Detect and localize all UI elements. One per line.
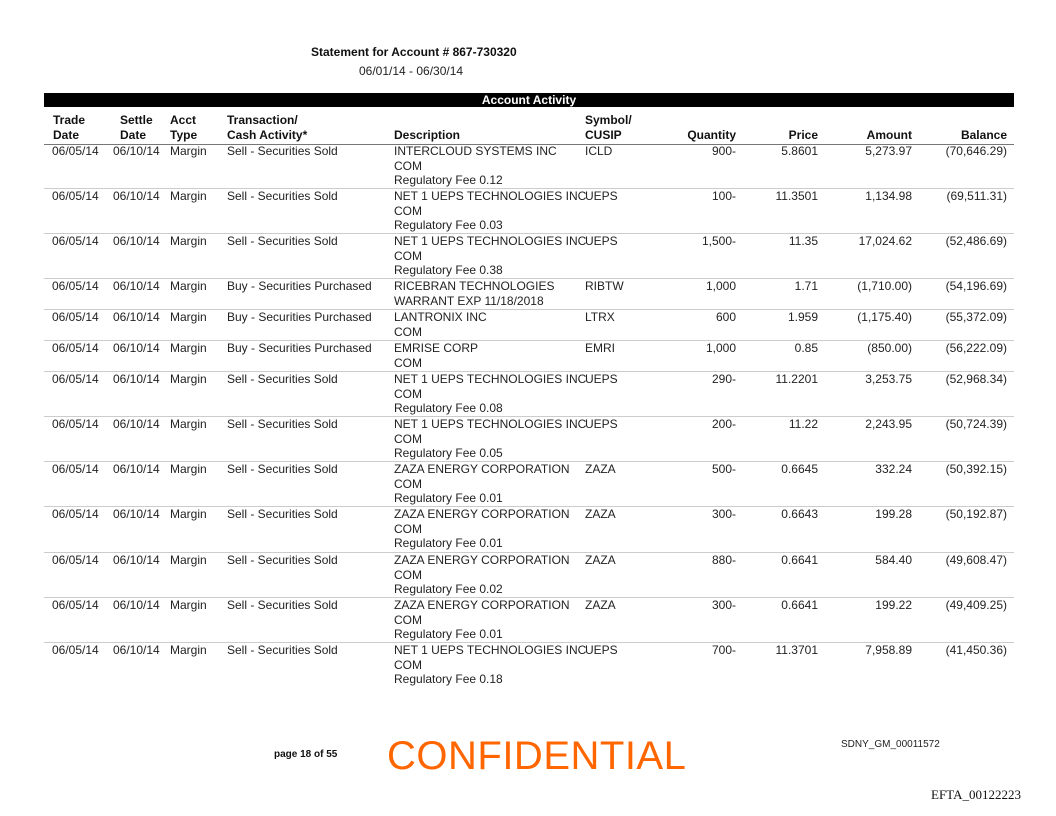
- cell-transaction: Sell - Securities Sold: [227, 189, 338, 203]
- bates-number: SDNY_GM_00011572: [841, 739, 940, 750]
- cell-quantity: 700-: [711, 643, 736, 657]
- cell-symbol: ZAZA: [585, 462, 616, 476]
- cell-description: [394, 341, 584, 370]
- cell-symbol: ICLD: [585, 144, 613, 158]
- col-header-price: Price: [788, 128, 818, 142]
- cell-symbol: LTRX: [585, 310, 615, 324]
- cell-acct-type: Margin: [170, 553, 207, 567]
- cell-settle-date: 06/10/14: [113, 372, 160, 386]
- cell-amount: 1,134.98: [865, 189, 912, 203]
- cell-amount: 199.22: [875, 598, 912, 612]
- cell-balance: (55,372.09): [945, 310, 1007, 324]
- description-line: ZAZA ENERGY CORPORATION: [394, 507, 570, 521]
- cell-acct-type: Margin: [170, 643, 207, 657]
- cell-description: [394, 417, 587, 461]
- cell-acct-type: Margin: [170, 462, 207, 476]
- description-line: ZAZA ENERGY CORPORATION: [394, 553, 570, 567]
- cell-quantity: 100-: [711, 189, 736, 203]
- cell-trade-date: 06/05/14: [52, 189, 99, 203]
- cell-settle-date: 06/10/14: [113, 417, 160, 431]
- cell-balance: (49,608.47): [945, 553, 1007, 567]
- row-divider: [44, 233, 1014, 234]
- cell-amount: 199.28: [875, 507, 912, 521]
- description-line: LANTRONIX INC: [394, 310, 487, 324]
- col-header-quantity: Quantity: [687, 128, 736, 142]
- table-row: [0, 462, 1056, 506]
- description-line: NET 1 UEPS TECHNOLOGIES INC: [394, 189, 587, 203]
- description-line: NET 1 UEPS TECHNOLOGIES INC: [394, 643, 587, 657]
- cell-settle-date: 06/10/14: [113, 144, 160, 158]
- col-header-transaction: Transaction/ Cash Activity*: [227, 113, 308, 142]
- cell-acct-type: Margin: [170, 189, 207, 203]
- cell-balance: (54,196.69): [945, 279, 1007, 293]
- cell-acct-type: Margin: [170, 507, 207, 521]
- cell-trade-date: 06/05/14: [52, 643, 99, 657]
- description-line: COM: [394, 248, 422, 263]
- cell-trade-date: 06/05/14: [52, 310, 99, 324]
- description-line: Regulatory Fee 0.03: [394, 218, 503, 232]
- table-row: [0, 643, 1056, 687]
- column-headers: [0, 113, 1056, 147]
- description-line: EMRISE CORP: [394, 341, 479, 355]
- row-divider: [44, 461, 1014, 462]
- cell-transaction: Sell - Securities Sold: [227, 598, 338, 612]
- cell-description: [394, 598, 584, 642]
- cell-acct-type: Margin: [170, 598, 207, 612]
- cell-acct-type: Margin: [170, 279, 207, 293]
- description-line: COM: [394, 567, 422, 582]
- cell-amount: 5,273.97: [865, 144, 912, 158]
- cell-quantity: 1,000: [705, 279, 736, 293]
- description-line: COM: [394, 657, 422, 672]
- description-line: Regulatory Fee 0.38: [394, 263, 503, 277]
- cell-transaction: Sell - Securities Sold: [227, 372, 338, 386]
- col-header-symbol: Symbol/ CUSIP: [585, 113, 632, 142]
- cell-quantity: 300-: [711, 598, 736, 612]
- cell-quantity: 200-: [711, 417, 736, 431]
- cell-trade-date: 06/05/14: [52, 598, 99, 612]
- table-row: [0, 553, 1056, 597]
- description-line: COM: [394, 386, 422, 401]
- description-line: COM: [394, 355, 422, 370]
- cell-quantity: 600: [715, 310, 736, 324]
- cell-settle-date: 06/10/14: [113, 598, 160, 612]
- row-divider: [44, 416, 1014, 417]
- cell-amount: 332.24: [875, 462, 912, 476]
- cell-trade-date: 06/05/14: [52, 462, 99, 476]
- cell-symbol: ZAZA: [585, 598, 616, 612]
- cell-balance: (50,192.87): [945, 507, 1007, 521]
- cell-transaction: Sell - Securities Sold: [227, 507, 338, 521]
- cell-price: 0.6641: [781, 598, 818, 612]
- col-header-amount: Amount: [866, 128, 912, 142]
- cell-trade-date: 06/05/14: [52, 372, 99, 386]
- cell-price: 0.6645: [781, 462, 818, 476]
- cell-price: 1.71: [794, 279, 818, 293]
- cell-settle-date: 06/10/14: [113, 189, 160, 203]
- cell-transaction: Sell - Securities Sold: [227, 643, 338, 657]
- cell-trade-date: 06/05/14: [52, 341, 99, 355]
- cell-price: 1.959: [787, 310, 818, 324]
- cell-transaction: Sell - Securities Sold: [227, 234, 338, 248]
- cell-description: [394, 234, 587, 278]
- cell-symbol: UEPS: [585, 189, 618, 203]
- description-line: NET 1 UEPS TECHNOLOGIES INC: [394, 234, 587, 248]
- cell-description: [394, 643, 587, 687]
- cell-quantity: 1,500-: [701, 234, 736, 248]
- section-title-bar: Account Activity: [44, 93, 1014, 107]
- cell-symbol: UEPS: [585, 417, 618, 431]
- description-line: Regulatory Fee 0.08: [394, 401, 503, 415]
- cell-settle-date: 06/10/14: [113, 279, 160, 293]
- confidential-stamp: CONFIDENTIAL: [387, 734, 687, 778]
- table-row: [0, 598, 1056, 642]
- cell-quantity: 500-: [711, 462, 736, 476]
- cell-balance: (56,222.09): [945, 341, 1007, 355]
- description-line: COM: [394, 324, 422, 339]
- cell-price: 11.3701: [775, 643, 818, 657]
- description-line: Regulatory Fee 0.02: [394, 582, 503, 596]
- description-line: COM: [394, 431, 422, 446]
- cell-balance: (52,486.69): [945, 234, 1007, 248]
- col-header-settle-date: Settle Date: [120, 113, 153, 142]
- table-row: [0, 372, 1056, 416]
- table-row: [0, 189, 1056, 233]
- row-divider: [44, 371, 1014, 372]
- row-divider: [44, 188, 1014, 189]
- cell-symbol: ZAZA: [585, 507, 616, 521]
- cell-symbol: UEPS: [585, 372, 618, 386]
- cell-amount: (850.00): [867, 341, 912, 355]
- cell-settle-date: 06/10/14: [113, 553, 160, 567]
- cell-price: 5.8601: [781, 144, 818, 158]
- description-line: Regulatory Fee 0.05: [394, 446, 503, 460]
- cell-trade-date: 06/05/14: [52, 144, 99, 158]
- cell-settle-date: 06/10/14: [113, 234, 160, 248]
- description-line: INTERCLOUD SYSTEMS INC: [394, 144, 557, 158]
- cell-amount: 3,253.75: [865, 372, 912, 386]
- table-row: [0, 234, 1056, 278]
- cell-symbol: UEPS: [585, 643, 618, 657]
- cell-balance: (70,646.29): [945, 144, 1007, 158]
- cell-symbol: RIBTW: [585, 279, 624, 293]
- description-line: Regulatory Fee 0.18: [394, 672, 503, 686]
- row-divider: [44, 309, 1014, 310]
- statement-title: Statement for Account # 867-730320: [311, 45, 517, 59]
- cell-acct-type: Margin: [170, 234, 207, 248]
- description-line: NET 1 UEPS TECHNOLOGIES INC: [394, 372, 587, 386]
- description-line: COM: [394, 476, 422, 491]
- cell-quantity: 900-: [711, 144, 736, 158]
- description-line: COM: [394, 158, 422, 173]
- description-line: WARRANT EXP 11/18/2018: [394, 293, 544, 308]
- table-row: [0, 417, 1056, 461]
- description-line: NET 1 UEPS TECHNOLOGIES INC: [394, 417, 587, 431]
- cell-acct-type: Margin: [170, 144, 207, 158]
- cell-price: 11.35: [788, 234, 818, 248]
- cell-settle-date: 06/10/14: [113, 462, 160, 476]
- col-header-description: Description: [394, 128, 461, 142]
- cell-quantity: 880-: [711, 553, 736, 567]
- efta-number: EFTA_00122223: [931, 787, 1021, 802]
- cell-description: [394, 144, 584, 188]
- row-divider: [44, 597, 1014, 598]
- cell-transaction: Sell - Securities Sold: [227, 462, 338, 476]
- cell-acct-type: Margin: [170, 372, 207, 386]
- col-header-balance: Balance: [960, 128, 1007, 142]
- cell-settle-date: 06/10/14: [113, 643, 160, 657]
- cell-quantity: 300-: [711, 507, 736, 521]
- cell-balance: (41,450.36): [945, 643, 1007, 657]
- cell-price: 11.22: [788, 417, 818, 431]
- col-header-acct-type: Acct Type: [170, 113, 198, 142]
- cell-trade-date: 06/05/14: [52, 417, 99, 431]
- description-line: Regulatory Fee 0.01: [394, 491, 503, 505]
- cell-acct-type: Margin: [170, 417, 207, 431]
- cell-price: 0.6643: [781, 507, 818, 521]
- cell-settle-date: 06/10/14: [113, 310, 160, 324]
- cell-price: 11.2201: [775, 372, 818, 386]
- cell-trade-date: 06/05/14: [52, 234, 99, 248]
- cell-amount: 7,958.89: [865, 643, 912, 657]
- cell-transaction: Sell - Securities Sold: [227, 144, 338, 158]
- description-line: Regulatory Fee 0.12: [394, 173, 503, 187]
- cell-balance: (69,511.31): [946, 189, 1007, 203]
- cell-transaction: Sell - Securities Sold: [227, 417, 338, 431]
- cell-price: 11.3501: [775, 189, 818, 203]
- cell-symbol: UEPS: [585, 234, 618, 248]
- description-line: Regulatory Fee 0.01: [394, 536, 503, 550]
- row-divider: [44, 642, 1014, 643]
- cell-description: [394, 279, 584, 308]
- cell-acct-type: Margin: [170, 341, 207, 355]
- cell-symbol: EMRI: [585, 341, 615, 355]
- description-line: COM: [394, 612, 422, 627]
- cell-amount: (1,175.40): [857, 310, 912, 324]
- cell-quantity: 1,000: [705, 341, 736, 355]
- cell-settle-date: 06/10/14: [113, 341, 160, 355]
- cell-transaction: Buy - Securities Purchased: [227, 310, 372, 324]
- cell-amount: (1,710.00): [857, 279, 912, 293]
- cell-description: [394, 462, 584, 506]
- cell-acct-type: Margin: [170, 310, 207, 324]
- description-line: Regulatory Fee 0.01: [394, 627, 503, 641]
- cell-transaction: Buy - Securities Purchased: [227, 341, 372, 355]
- cell-price: 0.85: [794, 341, 818, 355]
- description-line: ZAZA ENERGY CORPORATION: [394, 598, 570, 612]
- cell-description: [394, 507, 584, 551]
- cell-description: [394, 189, 587, 233]
- table-row: [0, 144, 1056, 188]
- cell-balance: (49,409.25): [945, 598, 1007, 612]
- row-divider: [44, 506, 1014, 507]
- cell-description: [394, 553, 584, 597]
- cell-description: [394, 372, 587, 416]
- cell-quantity: 290-: [711, 372, 736, 386]
- col-header-trade-date: Trade Date: [53, 113, 86, 142]
- cell-transaction: Sell - Securities Sold: [227, 553, 338, 567]
- cell-balance: (50,392.15): [945, 462, 1007, 476]
- cell-transaction: Buy - Securities Purchased: [227, 279, 372, 293]
- cell-symbol: ZAZA: [585, 553, 616, 567]
- cell-trade-date: 06/05/14: [52, 507, 99, 521]
- page-number: page 18 of 55: [274, 749, 338, 760]
- row-divider: [44, 340, 1014, 341]
- cell-amount: 17,024.62: [858, 234, 912, 248]
- cell-balance: (50,724.39): [945, 417, 1007, 431]
- cell-trade-date: 06/05/14: [52, 553, 99, 567]
- description-line: COM: [394, 203, 422, 218]
- description-line: COM: [394, 521, 422, 536]
- cell-balance: (52,968.34): [945, 372, 1007, 386]
- cell-settle-date: 06/10/14: [113, 507, 160, 521]
- cell-amount: 2,243.95: [865, 417, 912, 431]
- cell-price: 0.6641: [781, 553, 818, 567]
- cell-amount: 584.40: [875, 553, 912, 567]
- row-divider: [44, 552, 1014, 553]
- cell-trade-date: 06/05/14: [52, 279, 99, 293]
- table-row: [0, 507, 1056, 551]
- cell-description: [394, 310, 584, 339]
- statement-period: 06/01/14 - 06/30/14: [359, 64, 464, 78]
- row-divider: [44, 278, 1014, 279]
- description-line: RICEBRAN TECHNOLOGIES: [394, 279, 555, 293]
- description-line: ZAZA ENERGY CORPORATION: [394, 462, 570, 476]
